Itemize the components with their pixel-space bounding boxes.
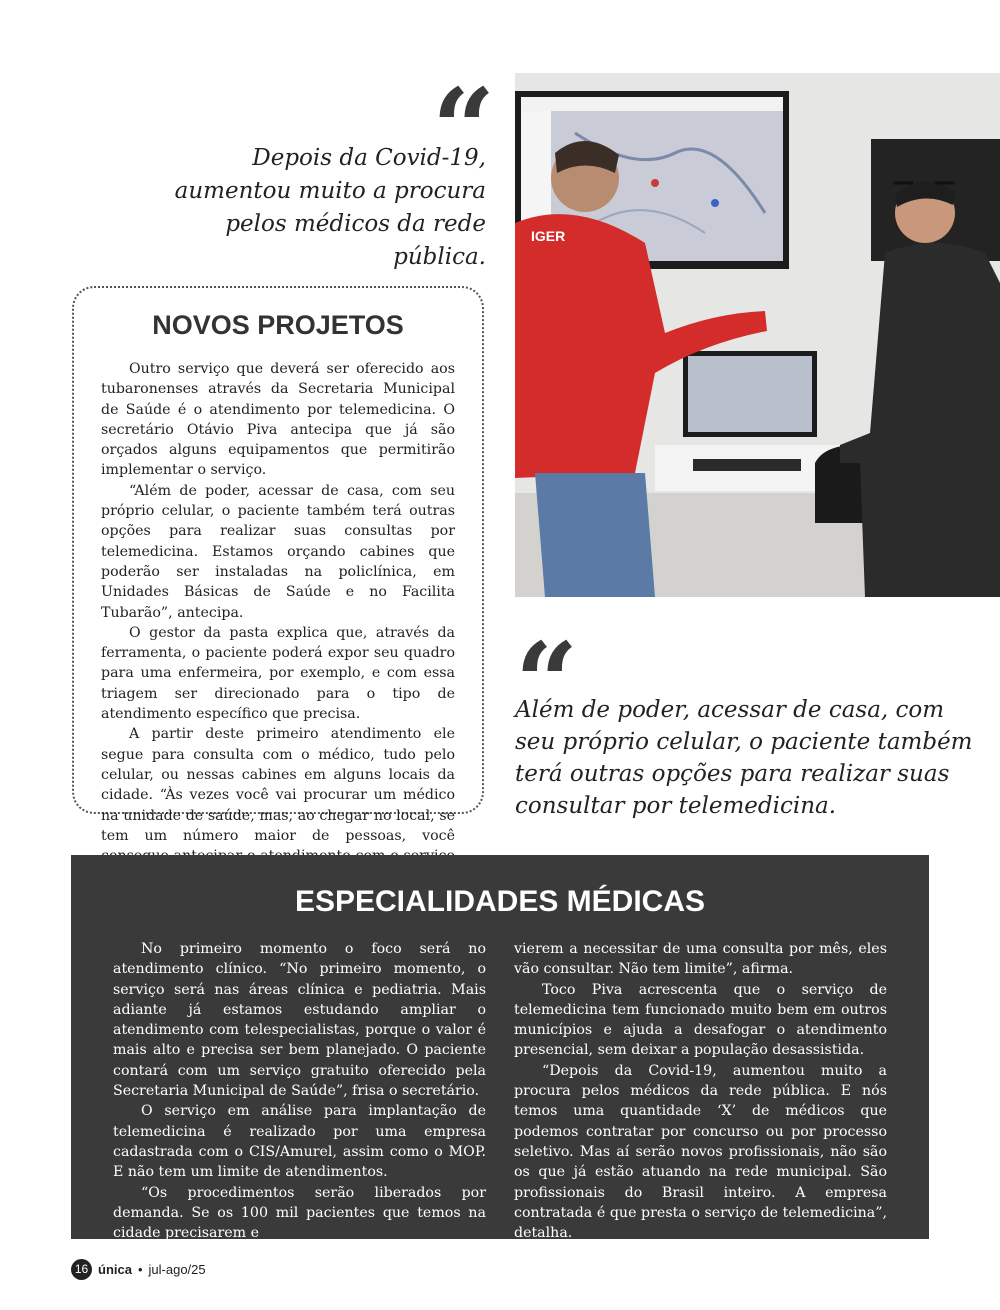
article-photo: [515, 73, 1000, 597]
page-number: 16: [71, 1259, 92, 1280]
quote-mark-icon: “: [515, 618, 573, 747]
page-footer: [71, 1258, 206, 1280]
pull-quote-bottom: [515, 694, 985, 822]
section-title: ESPECIALIDADES MÉDICAS: [294, 885, 706, 918]
pull-quote-line: consultar por telemedicina.: [515, 793, 837, 819]
section-paragraph-continuation: vierem a necessitar de uma consulta por mês, eles vão consultar. Não tem limite”, afirma.: [514, 941, 887, 978]
section-paragraph: No primeiro momento o foco será no atendimento clínico. “No primeiro momento, o serviço será nas áreas clínica e pediatria. Mais adiante já estamos estudando ampliar o atendimento com telespecialistas, porque o valor é mais alto e precisa ser bem planejado. O paciente contará com um serviço gratuito oferecido pela Secretaria Municipal de Saúde”, frisa o secretário.: [113, 941, 486, 1100]
especialidades-section: [71, 855, 929, 1242]
section-column-right: [514, 939, 887, 1243]
section-paragraph: Toco Piva acrescenta que o serviço de telemedicina tem funcionado muito bem em outros municípios e ajuda a desafogar o atendimento presencial, sem deixar a população desassistida.: [514, 981, 887, 1059]
quote-mark-icon: “: [432, 64, 490, 193]
box-body: [74, 359, 482, 887]
footer-separator: •: [137, 1261, 143, 1277]
section-paragraph: O serviço em análise para implantação de telemedicina é realizado por uma empresa cadastrada com o CIS/Amurel, assim como o MOP. E não tem um limite de atendimentos.: [113, 1103, 486, 1181]
section-paragraph: “Depois da Covid-19, aumentou muito a procura pelos médicos da rede pública. E nós temos uma quantidade ‘X’ de médicos que podemos contratar por concurso ou por processo seletivo. Mas aí serão novos profissionais, não são os que já estão atuando na rede municipal. São profissionais do Brasil inteiro. A empresa contratada é que presta o serviço de telemedicina”, detalha.: [514, 1062, 887, 1242]
section-columns: [71, 939, 929, 1243]
box-paragraph: O gestor da pasta explica que, através da ferramenta, o paciente poderá expor seu quadro para uma enfermeira, por exemplo, e com essa triagem ser direcionado para o tipo de atendimento específico que precisa.: [101, 624, 455, 723]
magazine-name: única: [98, 1261, 132, 1277]
box-paragraph: “Além de poder, acessar de casa, com seu próprio celular, o paciente também terá outras opções para realizar suas consultas por telemedicina. Estamos orçando cabines que poderão ser instaladas na policlínica, em Unidades Básicas de Saúde e no Facilita Tubarão”, antecipa.: [101, 482, 455, 621]
pull-quote-line: seu próprio celular, o paciente também: [515, 729, 973, 755]
box-paragraph: A partir deste primeiro atendimento ele segue para consulta com o médico, tudo pelo celular, ou nessas cabines em alguns locais da cidade. “Às vezes você vai procurar um médico na unidade de saúde, mas, ao chegar no local, se tem um número maior de pessoas, você: [101, 726, 455, 844]
issue-date: jul-ago/25: [148, 1261, 206, 1277]
jacket-logo-text: IGER: [531, 228, 566, 244]
photo-illustration: [515, 73, 1000, 597]
box-title: NOVOS PROJETOS: [152, 310, 404, 340]
pull-quote-line: Além de poder, acessar de casa, com: [515, 697, 945, 723]
novos-projetos-box: [72, 286, 484, 844]
section-paragraph: “Os procedimentos serão liberados por demanda. Se os 100 mil pacientes que temos na cidade precisarem e: [113, 1184, 486, 1242]
section-column-left: [113, 939, 486, 1243]
pull-quote-line: Depois da Covid-19,: [252, 145, 486, 171]
pull-quote-line: terá outras opções para realizar suas: [515, 761, 950, 787]
pull-quote-top: [150, 142, 486, 274]
pull-quote-line: aumentou muito a procura: [174, 178, 486, 204]
pull-quote-line: pelos médicos da rede pública.: [225, 211, 486, 270]
box-paragraph: Outro serviço que deverá ser oferecido aos tubaronenses através da Secretaria Municipal de Saúde é o atendimento por telemedicina. O secretário Otávio Piva antecipa que já são orçados alguns equipamentos que permitirão implementar o serviço.: [101, 361, 455, 479]
